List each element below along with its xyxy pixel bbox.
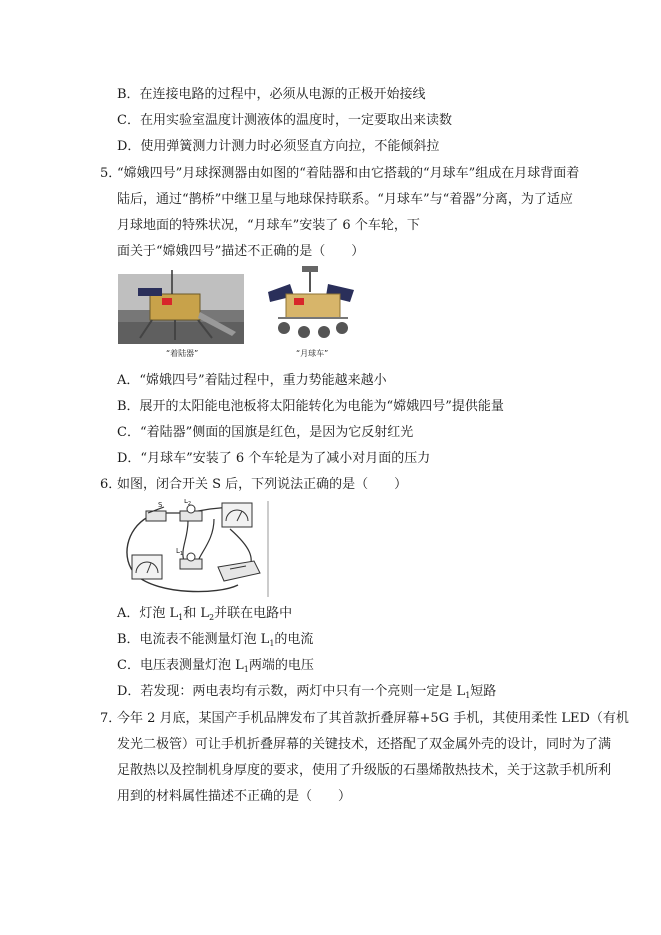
q5-stem-line4: 面关于“嫦娥四号”描述不正确的是（ ） [117, 244, 365, 259]
q5-option-a: A．“嫦娥四号”着陆过程中，重力势能越来越小 [117, 373, 387, 388]
q4-option-c: C．在用实验室温度计测液体的温度时，一定要取出来读数 [117, 113, 452, 128]
svg-text:L2 [184, 499, 191, 507]
q4-option-b: B．在连接电路的过程中，必须从电源的正极开始接线 [117, 87, 426, 102]
ammeter [132, 555, 162, 579]
q5-option-c: C．“着陆器”侧面的国旗是红色，是因为它反射红光 [117, 425, 414, 440]
q7-stem-line1: 今年 2 月底，某国产手机品牌发布了其首款折叠屏幕+5G 手机，其使用柔性 LED（有机 [117, 711, 629, 726]
q5-stem-line2: 陆后，通过“鹊桥”中继卫星与地球保持联系。“月球车”与“着器”分离，为了适应 [117, 192, 573, 207]
q7-stem-line2: 发光二极管）可让手机折叠屏幕的关键技术，还搭配了双金属外壳的设计，同时为了满 [117, 737, 612, 752]
q5-option-b: B．展开的太阳能电池板将太阳能转化为电能为“嫦娥四号”提供能量 [117, 399, 504, 414]
bulb1-label-sub: 1 [179, 551, 184, 557]
lander-caption: “着陆器” [166, 349, 199, 358]
q4-option-d: D．使用弹簧测力计测力时必须竖直方向拉，不能倾斜拉 [117, 139, 440, 154]
voltmeter [222, 503, 252, 527]
q5-stem-line1: “嫦娥四号”月球探测器由如图的“着陆器和由它搭载的“月球车”组成在月球背面着 [117, 166, 580, 181]
bulb-l2 [180, 505, 202, 521]
q7-stem-line3: 足散热以及控制机身厚度的要求，使用了升级版的石墨烯散热技术，关于这款手机所利 [117, 763, 612, 778]
lander-image [118, 270, 244, 344]
q6-option-c: C．电压表测量灯泡 $L_1$两端的电压 [117, 658, 314, 674]
q6-stem: 如图，闭合开关 S 后，下列说法正确的是（ ） [117, 477, 408, 492]
q5-number: 5． [100, 166, 122, 181]
rover-caption: “月球车” [296, 349, 329, 358]
switch-label: S [158, 501, 163, 509]
rover-image [258, 266, 368, 344]
q6-option-b: B．电流表不能测量灯泡 $L_1$的电流 [117, 632, 314, 648]
q7-stem-line4: 用到的材料属性描述不正确的是（ ） [117, 789, 352, 804]
q6-number: 6． [100, 477, 122, 492]
q6-option-a: A．灯泡 $L_1$和 $L_2$并联在电路中 [117, 606, 293, 622]
switch-s [146, 507, 166, 521]
q5-lander-rover-figure [118, 262, 368, 362]
battery [218, 561, 260, 581]
q5-stem-line3: 月球地面的特殊状况，“月球车”安装了 6 个车轮，下 [117, 218, 420, 233]
q5-option-d: D．“月球车”安装了 6 个车轮是为了减小对月面的压力 [117, 451, 431, 466]
bulb2-label-sub: 2 [187, 501, 192, 507]
bulb1-label: L [176, 547, 180, 555]
q6-circuit-figure [118, 499, 274, 599]
q7-number: 7． [100, 711, 122, 726]
bulb2-label: L [184, 499, 188, 505]
q6-option-d: D．若发现：两电表均有示数，两灯中只有一个亮则一定是 $L_1$短路 [117, 684, 497, 700]
svg-text:L1 [176, 547, 183, 557]
